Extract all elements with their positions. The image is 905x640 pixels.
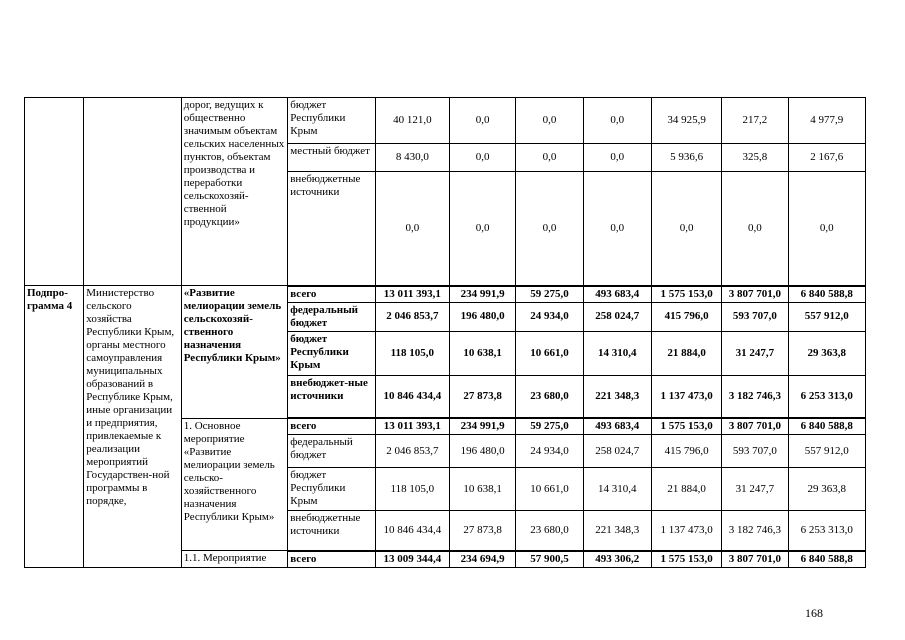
- program-label: Подпро-грамма 4: [25, 286, 84, 568]
- value-cell: 0,0: [722, 172, 788, 286]
- source-cell: бюджет Республики Крым: [288, 98, 375, 144]
- value-cell: 40 121,0: [375, 98, 449, 144]
- value-cell: 0,0: [516, 144, 583, 172]
- value-cell: 593 707,0: [722, 302, 788, 331]
- value-cell: 196 480,0: [449, 435, 515, 468]
- value-cell: 2 046 853,7: [375, 302, 449, 331]
- program-cell: [25, 98, 84, 286]
- value-cell: 10 846 434,4: [375, 375, 449, 418]
- value-cell: 0,0: [449, 172, 515, 286]
- source-cell: федеральный бюджет: [288, 435, 375, 468]
- value-cell: 14 310,4: [583, 331, 651, 375]
- value-cell: 0,0: [651, 172, 721, 286]
- table-row: [25, 286, 866, 303]
- value-cell: 10 846 434,4: [375, 511, 449, 551]
- value-cell: 13 011 393,1: [375, 418, 449, 435]
- value-cell: 29 363,8: [788, 468, 865, 511]
- value-cell: 59 275,0: [516, 418, 583, 435]
- value-cell: 6 840 588,8: [788, 418, 865, 435]
- value-cell: 13 011 393,1: [375, 286, 449, 303]
- value-cell: 493 683,4: [583, 286, 651, 303]
- source-cell: всего: [288, 551, 375, 568]
- value-cell: 21 884,0: [651, 468, 721, 511]
- value-cell: 557 912,0: [788, 435, 865, 468]
- executor-text: Министерство сельского хозяйства Республики Крым, органы местного самоуправления муниципальных образований в Республике Крым, иные организации и предприятия, привлекаемые к реализации мероприятий Государствен-ной программы в порядке,: [84, 286, 181, 568]
- value-cell: 196 480,0: [449, 302, 515, 331]
- value-cell: 57 900,5: [516, 551, 583, 568]
- subprogram-name: «Развитие мелиорации земель сельскохозяй-ственного назначения Республики Крым»: [181, 286, 288, 419]
- event-name-cell: дорог, ведущих к общественно значимым объектам сельских населенных пунктов, объектам производства и переработки сельскохозяй-ственной продукции»: [181, 98, 288, 286]
- value-cell: 10 638,1: [449, 331, 515, 375]
- value-cell: 0,0: [583, 172, 651, 286]
- value-cell: 234 991,9: [449, 418, 515, 435]
- value-cell: 10 638,1: [449, 468, 515, 511]
- value-cell: 3 807 701,0: [722, 551, 788, 568]
- value-cell: 1 575 153,0: [651, 418, 721, 435]
- value-cell: 24 934,0: [516, 435, 583, 468]
- value-cell: 3 807 701,0: [722, 286, 788, 303]
- value-cell: 0,0: [449, 98, 515, 144]
- source-cell: бюджет Республики Крым: [288, 331, 375, 375]
- value-cell: 325,8: [722, 144, 788, 172]
- value-cell: 221 348,3: [583, 375, 651, 418]
- source-cell: бюджет Республики Крым: [288, 468, 375, 511]
- value-cell: 1 575 153,0: [651, 551, 721, 568]
- value-cell: 0,0: [449, 144, 515, 172]
- source-cell: внебюджетные источники: [288, 172, 375, 286]
- source-cell: внебюджетные источники: [288, 511, 375, 551]
- value-cell: 6 840 588,8: [788, 551, 865, 568]
- value-cell: 0,0: [583, 144, 651, 172]
- value-cell: 1 575 153,0: [651, 286, 721, 303]
- main-event-name: 1. Основное мероприятие «Развитие мелиорации земель сельско-хозяйственного назначения Республики Крым»: [181, 418, 288, 551]
- value-cell: 5 936,6: [651, 144, 721, 172]
- budget-table: [24, 97, 866, 568]
- page-number: 168: [805, 606, 823, 620]
- value-cell: 493 683,4: [583, 418, 651, 435]
- value-cell: 31 247,7: [722, 331, 788, 375]
- value-cell: 10 661,0: [516, 468, 583, 511]
- value-cell: 23 680,0: [516, 511, 583, 551]
- source-cell: внебюджет-ные источники: [288, 375, 375, 418]
- source-cell: всего: [288, 286, 375, 303]
- value-cell: 3 182 746,3: [722, 511, 788, 551]
- value-cell: 4 977,9: [788, 98, 865, 144]
- value-cell: 6 840 588,8: [788, 286, 865, 303]
- value-cell: 0,0: [516, 98, 583, 144]
- value-cell: 14 310,4: [583, 468, 651, 511]
- value-cell: 6 253 313,0: [788, 375, 865, 418]
- value-cell: 234 991,9: [449, 286, 515, 303]
- value-cell: 3 182 746,3: [722, 375, 788, 418]
- value-cell: 118 105,0: [375, 468, 449, 511]
- value-cell: 8 430,0: [375, 144, 449, 172]
- value-cell: 27 873,8: [449, 511, 515, 551]
- value-cell: 415 796,0: [651, 302, 721, 331]
- value-cell: 217,2: [722, 98, 788, 144]
- value-cell: 0,0: [583, 98, 651, 144]
- table-row: [25, 98, 866, 144]
- value-cell: 3 807 701,0: [722, 418, 788, 435]
- value-cell: 118 105,0: [375, 331, 449, 375]
- value-cell: 0,0: [516, 172, 583, 286]
- source-cell: местный бюджет: [288, 144, 375, 172]
- source-cell: федеральный бюджет: [288, 302, 375, 331]
- value-cell: 234 694,9: [449, 551, 515, 568]
- value-cell: 13 009 344,4: [375, 551, 449, 568]
- event-name: 1.1. Мероприятие: [181, 551, 288, 568]
- value-cell: 493 306,2: [583, 551, 651, 568]
- value-cell: 2 046 853,7: [375, 435, 449, 468]
- value-cell: 2 167,6: [788, 144, 865, 172]
- value-cell: 593 707,0: [722, 435, 788, 468]
- value-cell: 10 661,0: [516, 331, 583, 375]
- value-cell: 1 137 473,0: [651, 511, 721, 551]
- value-cell: 557 912,0: [788, 302, 865, 331]
- value-cell: 21 884,0: [651, 331, 721, 375]
- value-cell: 0,0: [375, 172, 449, 286]
- value-cell: 258 024,7: [583, 435, 651, 468]
- value-cell: 6 253 313,0: [788, 511, 865, 551]
- value-cell: 59 275,0: [516, 286, 583, 303]
- source-cell: всего: [288, 418, 375, 435]
- value-cell: 23 680,0: [516, 375, 583, 418]
- value-cell: 27 873,8: [449, 375, 515, 418]
- executor-cell: [84, 98, 181, 286]
- value-cell: 31 247,7: [722, 468, 788, 511]
- value-cell: 1 137 473,0: [651, 375, 721, 418]
- value-cell: 258 024,7: [583, 302, 651, 331]
- value-cell: 34 925,9: [651, 98, 721, 144]
- value-cell: 0,0: [788, 172, 865, 286]
- value-cell: 415 796,0: [651, 435, 721, 468]
- value-cell: 24 934,0: [516, 302, 583, 331]
- value-cell: 221 348,3: [583, 511, 651, 551]
- value-cell: 29 363,8: [788, 331, 865, 375]
